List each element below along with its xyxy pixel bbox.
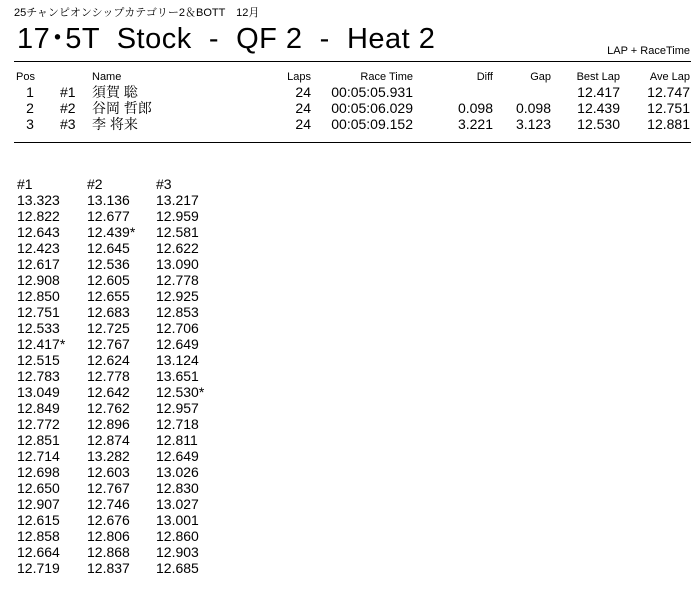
lap-time-cell: 12.874 bbox=[87, 432, 130, 448]
result-gap: 0.098 bbox=[515, 100, 551, 116]
result-driver-name: 谷岡 哲郎 bbox=[92, 100, 152, 116]
column-header-best-lap: Best Lap bbox=[576, 71, 620, 83]
results-divider bbox=[14, 142, 691, 143]
lap-time-cell: 12.698 bbox=[17, 464, 60, 480]
result-best-lap: 12.439 bbox=[577, 100, 620, 116]
lap-time-cell: 12.719 bbox=[17, 560, 60, 576]
lap-time-cell: 12.423 bbox=[17, 240, 60, 256]
lap-time-cell: 12.677 bbox=[87, 208, 130, 224]
lap-time-cell: 12.767 bbox=[87, 336, 130, 352]
lap-time-cell: 12.837 bbox=[87, 560, 130, 576]
result-diff: 0.098 bbox=[457, 100, 493, 116]
lap-row bbox=[0, 208, 700, 224]
lap-time-cell: 13.217 bbox=[156, 192, 199, 208]
lap-row bbox=[0, 256, 700, 272]
lap-time-cell: 13.027 bbox=[156, 496, 199, 512]
result-race-time: 00:05:06.029 bbox=[331, 100, 413, 116]
lap-row bbox=[0, 304, 700, 320]
column-header-diff: Diff bbox=[476, 71, 493, 83]
column-header-race-time: Race Time bbox=[360, 71, 413, 83]
lap-time-cell: 12.725 bbox=[87, 320, 130, 336]
lap-time-cell: 12.868 bbox=[87, 544, 130, 560]
lap-time-cell: 12.664 bbox=[17, 544, 60, 560]
result-row bbox=[0, 84, 700, 100]
lap-time-cell: 13.090 bbox=[156, 256, 199, 272]
column-header-gap: Gap bbox=[530, 71, 551, 83]
lap-time-cell: 12.959 bbox=[156, 208, 199, 224]
lap-row bbox=[0, 560, 700, 576]
lap-time-cell: 12.718 bbox=[156, 416, 199, 432]
result-diff: 3.221 bbox=[457, 116, 493, 132]
result-race-time: 00:05:09.152 bbox=[331, 116, 413, 132]
result-best-lap: 12.530 bbox=[577, 116, 620, 132]
lap-time-cell: 12.903 bbox=[156, 544, 199, 560]
result-best-lap: 12.417 bbox=[577, 84, 620, 100]
lap-row bbox=[0, 192, 700, 208]
lap-row bbox=[0, 544, 700, 560]
lap-time-cell: 12.642 bbox=[87, 384, 130, 400]
lap-time-cell: 12.853 bbox=[156, 304, 199, 320]
lap-time-cell: 12.649 bbox=[156, 336, 199, 352]
lap-header-row bbox=[0, 176, 700, 192]
lap-time-cell: 12.515 bbox=[17, 352, 60, 368]
lap-time-cell: 12.860 bbox=[156, 528, 199, 544]
lap-row bbox=[0, 528, 700, 544]
lap-time-cell: 12.925 bbox=[156, 288, 199, 304]
lap-time-cell: 13.282 bbox=[87, 448, 130, 464]
lap-row bbox=[0, 272, 700, 288]
lap-times-table bbox=[0, 176, 700, 576]
lap-time-cell: 12.896 bbox=[87, 416, 130, 432]
header-divider bbox=[14, 61, 691, 62]
lap-time-cell: 12.822 bbox=[17, 208, 60, 224]
lap-time-cell: 12.581 bbox=[156, 224, 199, 240]
result-ave-lap: 12.751 bbox=[647, 100, 690, 116]
lap-time-cell: 12.617 bbox=[17, 256, 60, 272]
lap-time-cell: 12.615 bbox=[17, 512, 60, 528]
event-subtitle: 25チャンピオンシップカテゴリー2＆BOTT 12月 bbox=[14, 7, 260, 19]
lap-time-cell: 12.533 bbox=[17, 320, 60, 336]
result-pos: 1 bbox=[26, 84, 34, 100]
lap-time-cell: 12.778 bbox=[156, 272, 199, 288]
lap-time-cell: 13.026 bbox=[156, 464, 199, 480]
lap-column-header: #1 bbox=[17, 176, 33, 192]
result-race-time: 00:05:05.931 bbox=[331, 84, 413, 100]
result-car-number: #1 bbox=[60, 84, 76, 100]
lap-column-header: #2 bbox=[87, 176, 103, 192]
lap-time-cell: 12.907 bbox=[17, 496, 60, 512]
lap-time-cell: 12.762 bbox=[87, 400, 130, 416]
column-header-pos: Pos bbox=[16, 71, 35, 83]
lap-time-cell: 12.714 bbox=[17, 448, 60, 464]
lap-row bbox=[0, 480, 700, 496]
result-ave-lap: 12.747 bbox=[647, 84, 690, 100]
lap-time-cell: 13.136 bbox=[87, 192, 130, 208]
lap-time-cell: 13.651 bbox=[156, 368, 199, 384]
lap-time-cell: 12.806 bbox=[87, 528, 130, 544]
lap-time-cell: 12.439* bbox=[87, 224, 136, 240]
lap-row bbox=[0, 400, 700, 416]
lap-time-cell: 12.536 bbox=[87, 256, 130, 272]
column-header-ave-lap: Ave Lap bbox=[649, 71, 690, 83]
lap-time-cell: 12.908 bbox=[17, 272, 60, 288]
lap-row bbox=[0, 512, 700, 528]
result-laps: 24 bbox=[295, 84, 311, 100]
lap-time-cell: 12.830 bbox=[156, 480, 199, 496]
lap-row bbox=[0, 464, 700, 480]
report-type-label: LAP + RaceTime bbox=[607, 45, 690, 57]
lap-time-cell: 13.049 bbox=[17, 384, 60, 400]
result-row bbox=[0, 116, 700, 132]
lap-time-cell: 12.851 bbox=[17, 432, 60, 448]
result-driver-name: 須賀 聡 bbox=[92, 84, 138, 100]
lap-row bbox=[0, 496, 700, 512]
lap-row bbox=[0, 352, 700, 368]
lap-row bbox=[0, 448, 700, 464]
result-laps: 24 bbox=[295, 100, 311, 116]
lap-time-cell: 12.655 bbox=[87, 288, 130, 304]
lap-time-cell: 12.778 bbox=[87, 368, 130, 384]
lap-time-cell: 12.772 bbox=[17, 416, 60, 432]
lap-time-cell: 12.676 bbox=[87, 512, 130, 528]
lap-time-cell: 12.850 bbox=[17, 288, 60, 304]
results-table bbox=[0, 70, 700, 132]
results-header-row bbox=[0, 70, 700, 84]
lap-time-cell: 12.603 bbox=[87, 464, 130, 480]
lap-row bbox=[0, 240, 700, 256]
lap-time-cell: 12.767 bbox=[87, 480, 130, 496]
result-gap: 3.123 bbox=[515, 116, 551, 132]
lap-row bbox=[0, 432, 700, 448]
lap-row bbox=[0, 384, 700, 400]
lap-time-cell: 12.643 bbox=[17, 224, 60, 240]
result-pos: 2 bbox=[26, 100, 34, 116]
lap-time-cell: 13.124 bbox=[156, 352, 199, 368]
lap-time-cell: 12.645 bbox=[87, 240, 130, 256]
lap-time-cell: 12.706 bbox=[156, 320, 199, 336]
lap-column-header: #3 bbox=[156, 176, 172, 192]
column-header-laps: Laps bbox=[287, 71, 311, 83]
lap-time-cell: 12.751 bbox=[17, 304, 60, 320]
lap-time-cell: 12.849 bbox=[17, 400, 60, 416]
lap-time-cell: 12.685 bbox=[156, 560, 199, 576]
lap-time-cell: 12.622 bbox=[156, 240, 199, 256]
lap-time-cell: 12.957 bbox=[156, 400, 199, 416]
lap-time-cell: 12.530* bbox=[156, 384, 205, 400]
lap-row bbox=[0, 224, 700, 240]
result-pos: 3 bbox=[26, 116, 34, 132]
result-row bbox=[0, 100, 700, 116]
lap-time-cell: 12.683 bbox=[87, 304, 130, 320]
lap-time-cell: 12.783 bbox=[17, 368, 60, 384]
lap-time-cell: 12.650 bbox=[17, 480, 60, 496]
column-header-name: Name bbox=[92, 71, 122, 83]
lap-time-cell: 13.323 bbox=[17, 192, 60, 208]
lap-time-cell: 12.417* bbox=[17, 336, 66, 352]
page-title: 17･5T Stock - QF 2 - Heat 2 bbox=[17, 23, 436, 55]
lap-time-cell: 12.746 bbox=[87, 496, 130, 512]
lap-row bbox=[0, 368, 700, 384]
lap-row bbox=[0, 320, 700, 336]
lap-row bbox=[0, 288, 700, 304]
result-car-number: #3 bbox=[60, 116, 76, 132]
lap-time-cell: 12.858 bbox=[17, 528, 60, 544]
lap-time-cell: 12.624 bbox=[87, 352, 130, 368]
lap-time-cell: 13.001 bbox=[156, 512, 199, 528]
lap-row bbox=[0, 416, 700, 432]
lap-time-cell: 12.811 bbox=[156, 432, 198, 448]
result-laps: 24 bbox=[295, 116, 311, 132]
result-driver-name: 李 将来 bbox=[92, 116, 138, 132]
lap-time-cell: 12.649 bbox=[156, 448, 199, 464]
lap-row bbox=[0, 336, 700, 352]
result-ave-lap: 12.881 bbox=[647, 116, 690, 132]
lap-time-cell: 12.605 bbox=[87, 272, 130, 288]
result-car-number: #2 bbox=[60, 100, 76, 116]
